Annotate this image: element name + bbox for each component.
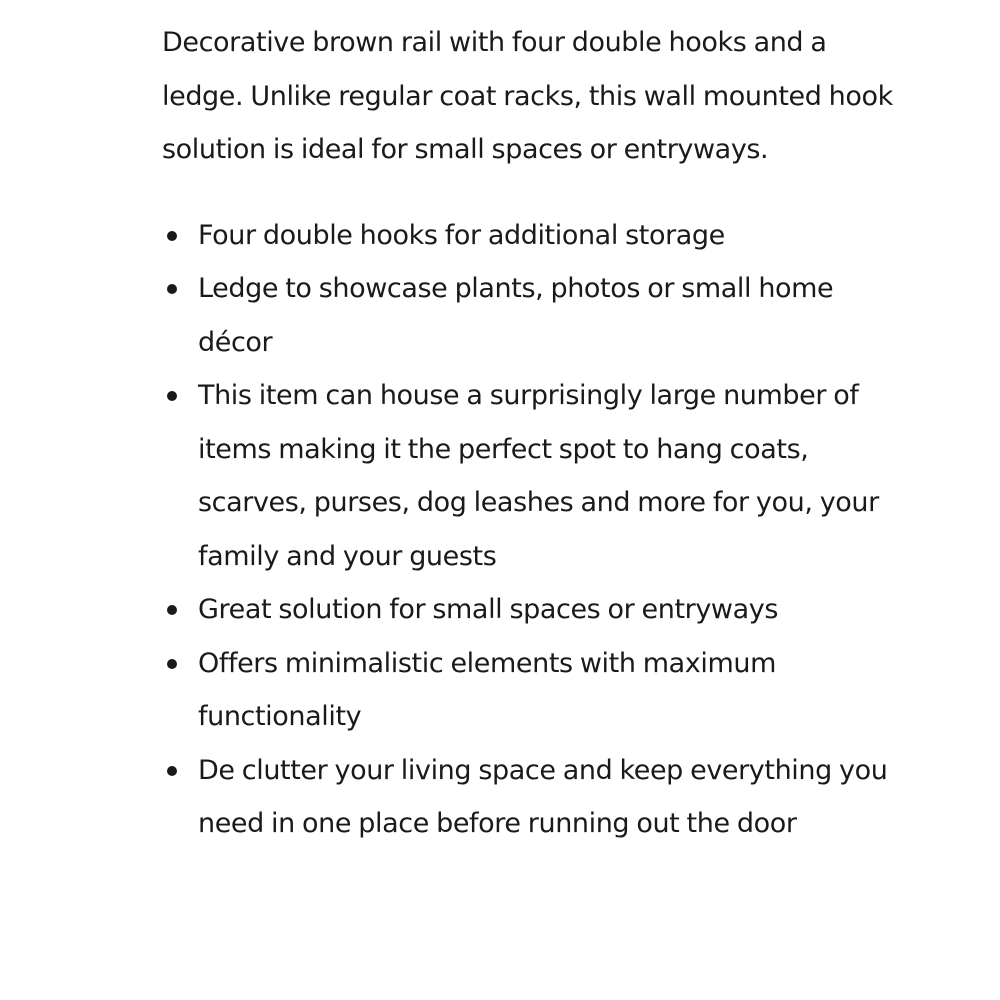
bullet-icon	[167, 231, 177, 241]
feature-item-declutter	[162, 744, 902, 851]
feature-item-small-spaces	[162, 583, 902, 637]
bullet-icon	[167, 284, 177, 294]
feature-item-capacity	[162, 369, 902, 583]
feature-text: Four double hooks for additional storage	[198, 219, 725, 251]
feature-text: Offers minimalistic elements with maximum functionality	[198, 647, 776, 732]
feature-text: Great solution for small spaces or entryways	[198, 594, 778, 625]
feature-text: This item can house a surprisingly large number of items making it the perfect spot to hang coats, scarves, purses, dog leashes and more for you, your family and your guests	[198, 380, 879, 572]
product-description: Decorative brown rail with four double hooks and a ledge. Unlike regular coat racks, this wall mounted hook solution is ideal for small spaces or entryways.	[162, 27, 893, 165]
feature-item-ledge	[162, 262, 902, 369]
feature-item-hooks	[162, 209, 902, 263]
bullet-icon	[167, 766, 177, 776]
bullet-icon	[167, 659, 177, 669]
feature-text: De clutter your living space and keep everything you need in one place before running out the door	[198, 754, 888, 839]
feature-list	[162, 209, 902, 851]
feature-item-minimalistic	[162, 637, 902, 744]
feature-text: Ledge to showcase plants, photos or small home décor	[198, 273, 834, 358]
product-description-section	[162, 16, 902, 851]
bullet-icon	[167, 605, 177, 615]
bullet-icon	[167, 391, 177, 401]
